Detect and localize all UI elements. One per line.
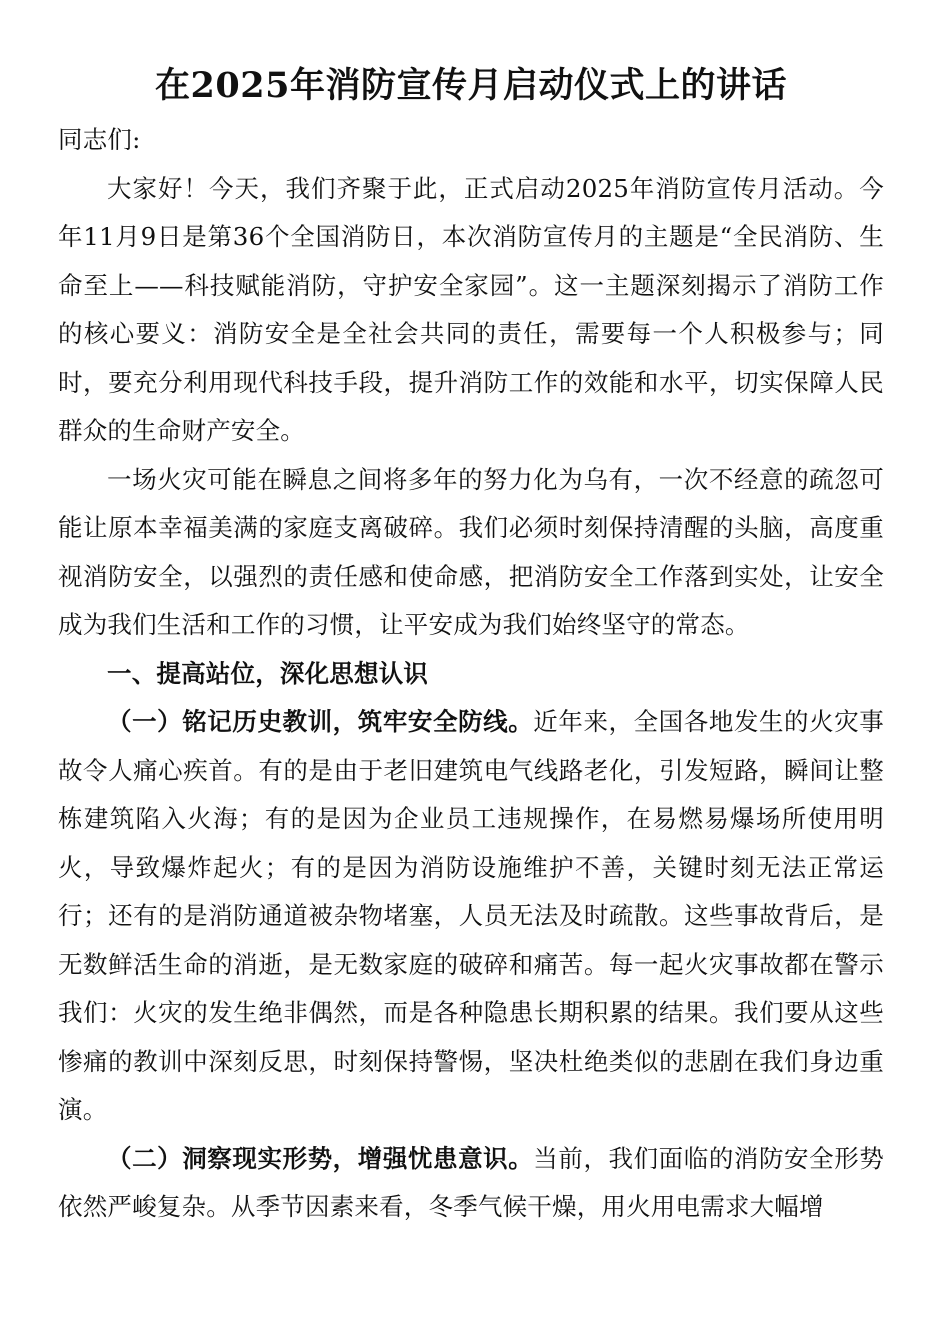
document-title: 在2025年消防宣传月启动仪式上的讲话 [155,65,787,106]
subsection-1-lead: （一）铭记历史教训，筑牢安全防线。 [107,707,534,736]
document-page [58,58,884,1232]
subsection-1-text: 近年来，全国各地发生的火灾事故令人痛心疾首。有的是由于老旧建筑电气线路老化，引发短路，瞬间让整栋建筑陷入火海；有的是因为企业员工违规操作，在易燃易爆场所使用明火，导致爆炸起火；有的是因为消防设施维护不善，关键时刻无法正常运行；还有的是消防通道被杂物堵塞，人员无法及时疏散。这些事故背后，是无数鲜活生命的消逝，是无数家庭的破碎和痛苦。每一起火灾事故都在警示我们：火灾的发生绝非偶然，而是各种隐患长期积累的结果。我们要从这些惨痛的教训中深刻反思，时刻保持警惕，坚决杜绝类似的悲剧在我们身边重演。 [58,707,884,1124]
subsection-2-text: 当前，我们面临的消防安全形势依然严峻复杂。从季节因素来看，冬季气候干燥，用火用电需求大幅增 [58,1143,884,1221]
subsection-1 [58,698,884,1135]
paragraph-warning: 一场火灾可能在瞬息之间将多年的努力化为乌有，一次不经意的疏忽可能让原本幸福美满的家庭支离破碎。我们必须时刻保持清醒的头脑，高度重视消防安全，以强烈的责任感和使命感，把消防安全工作落到实处，让安全成为我们生活和工作的习惯，让平安成为我们始终坚守的常态。 [58,464,884,639]
paragraph-intro: 大家好！今天，我们齐聚于此，正式启动2025年消防宣传月活动。今年11月9日是第36个全国消防日，本次消防宣传月的主题是“全民消防、生命至上——科技赋能消防，守护安全家园”。这一主题深刻揭示了消防工作的核心要义：消防安全是全社会共同的责任，需要每一个人积极参与；同时，要充分利用现代科技手段，提升消防工作的效能和水平，切实保障人民群众的生命财产安全。 [58,173,884,445]
subsection-2-lead: （二）洞察现实形势，增强忧患意识。 [107,1143,534,1173]
section-heading-1: 一、提高站位，深化思想认识 [107,658,429,688]
subsection-2 [58,1135,884,1232]
salutation: 同志们: [58,125,141,154]
